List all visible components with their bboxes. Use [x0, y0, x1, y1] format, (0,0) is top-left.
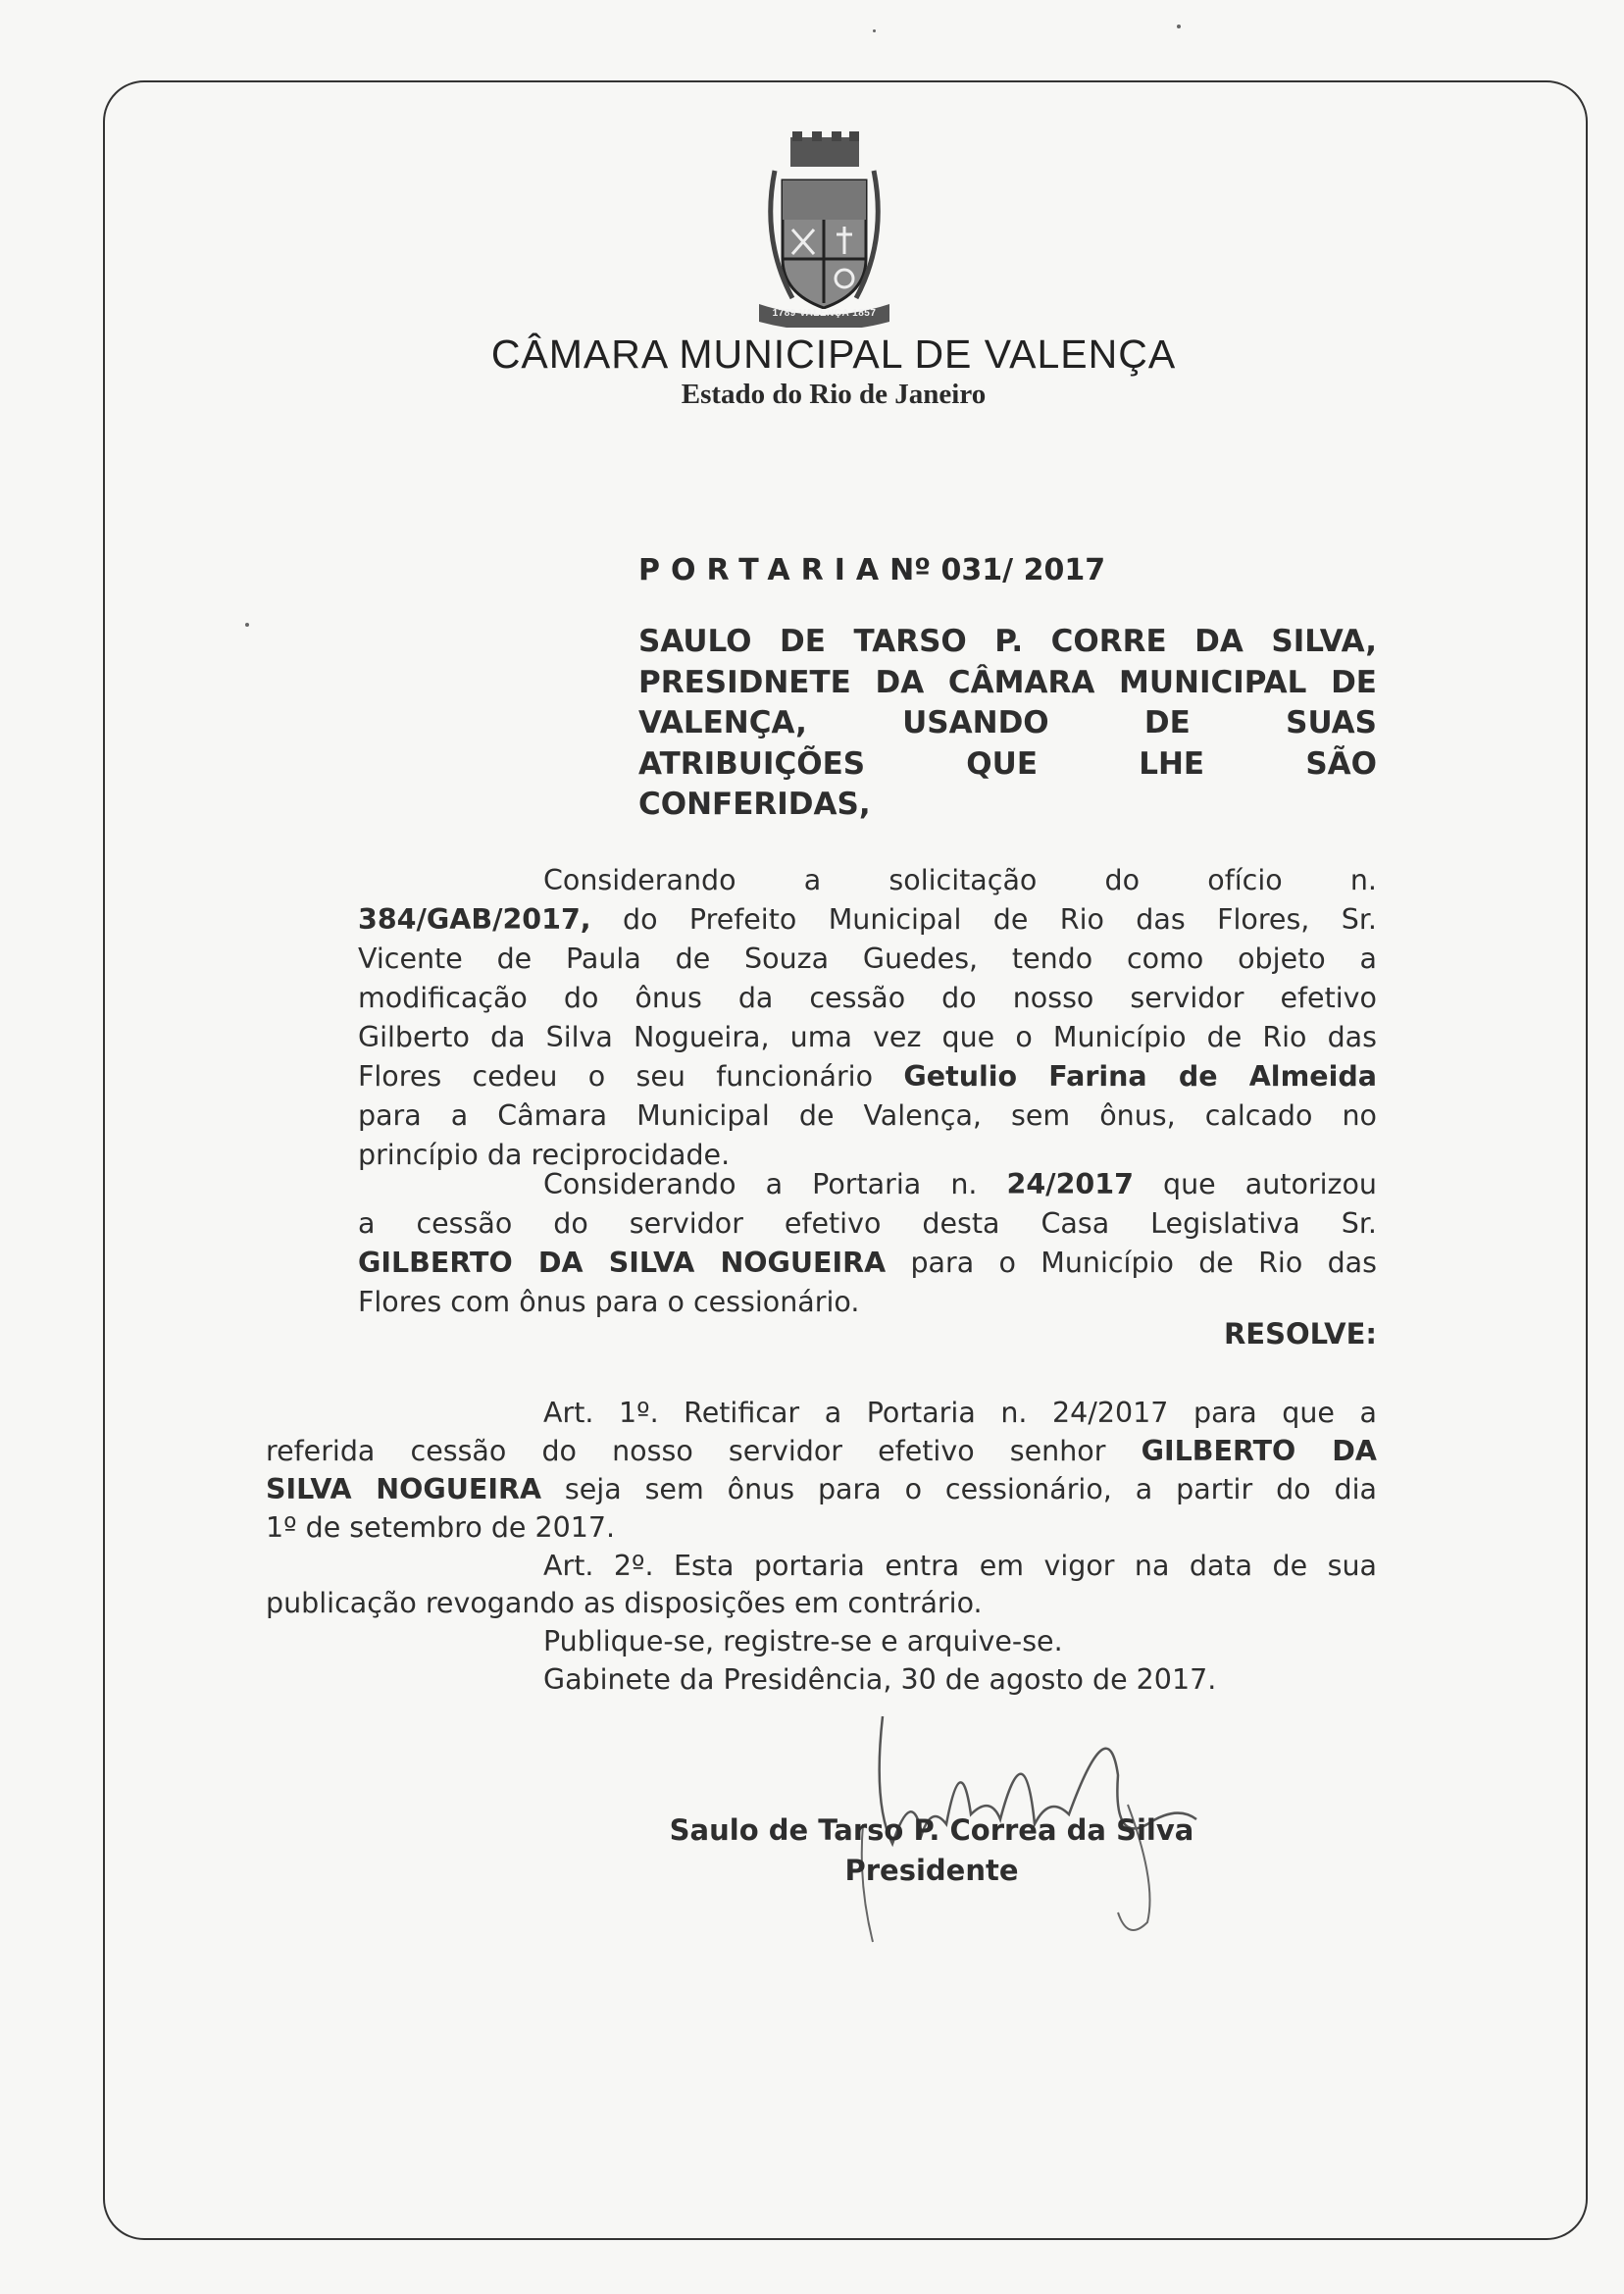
portaria-ref: 24/2017	[1006, 1168, 1134, 1200]
preamble-line: CONFERIDAS,	[638, 787, 871, 822]
date-line: Gabinete da Presidência, 30 de agosto de 2017.	[543, 1663, 1217, 1697]
text-span: Considerando a Portaria n.	[543, 1168, 1007, 1200]
signatory	[608, 1810, 1255, 1891]
text-line: para a Câmara Municipal de Valença, sem ônus, calcado no	[358, 1099, 1377, 1132]
text-line	[358, 1165, 1377, 1204]
institution-title: CÂMARA MUNICIPAL DE VALENÇA	[490, 331, 1177, 377]
considerando-paragraph-1	[358, 861, 1377, 1175]
text-line: Gilberto da Silva Nogueira, uma vez que o Município de Rio das	[358, 1021, 1377, 1053]
text-span: para o Município de Rio das	[886, 1247, 1377, 1279]
employee-name: GILBERTO DA	[1141, 1434, 1377, 1467]
text-line	[358, 900, 1377, 940]
preamble-line: PRESIDNETE DA CÂMARA MUNICIPAL DE	[638, 664, 1377, 700]
municipal-coat-of-arms-logo	[753, 131, 895, 328]
resolve-heading: RESOLVE:	[1223, 1317, 1377, 1351]
portaria-heading	[638, 553, 1105, 587]
scan-speck	[1177, 25, 1181, 28]
text-span: referida cessão do nosso servidor efetivo senhor	[266, 1434, 1142, 1467]
institution-subtitle: Estado do Rio de Janeiro	[681, 379, 987, 410]
text-line: a cessão do servidor efetivo desta Casa Legislativa Sr.	[358, 1207, 1377, 1240]
text-line	[266, 1433, 1377, 1471]
text-line	[358, 1244, 1377, 1283]
text-span: seja sem ônus para o cessionário, a partir do dia	[541, 1472, 1377, 1505]
text-line: princípio da reciprocidade.	[358, 1139, 731, 1171]
employee-name: Getulio Farina de Almeida	[903, 1060, 1378, 1093]
oficio-number: 384/GAB/2017,	[358, 903, 591, 936]
portaria-word: PORTARIA	[638, 553, 890, 587]
text-line: modificação do ônus da cessão do nosso servidor efetivo	[358, 982, 1377, 1014]
text-span: do Prefeito Municipal de Rio das Flores, Sr.	[590, 903, 1377, 936]
signatory-name: Saulo de Tarso P. Correa da Silva	[669, 1813, 1194, 1847]
text-line: 1º de setembro de 2017.	[266, 1510, 616, 1544]
text-line	[358, 1057, 1377, 1096]
portaria-number: Nº 031/ 2017	[889, 553, 1106, 587]
text-line: Considerando a solicitação do ofício n.	[543, 864, 1377, 896]
text-span: Flores cedeu o seu funcionário	[358, 1060, 904, 1093]
text-line: Art. 1º. Retificar a Portaria n. 24/2017 para que a	[543, 1397, 1377, 1429]
scan-speck	[245, 623, 249, 627]
text-line: Flores com ônus para o cessionário.	[358, 1286, 860, 1318]
text-span: que autorizou	[1133, 1168, 1377, 1200]
articles	[266, 1395, 1377, 1700]
text-line: publicação revogando as disposições em contrário.	[266, 1587, 983, 1620]
preamble-line: VALENÇA, USANDO DE SUAS	[638, 705, 1377, 740]
considerando-paragraph-2	[358, 1165, 1377, 1322]
employee-name: GILBERTO DA SILVA NOGUEIRA	[358, 1247, 887, 1279]
signatory-role: Presidente	[844, 1854, 1019, 1887]
crest-ribbon-text: 1789 VALENÇA 1857	[772, 308, 877, 319]
publique-line: Publique-se, registre-se e arquive-se.	[543, 1625, 1063, 1658]
scan-speck	[873, 29, 876, 32]
text-line: Art. 2º. Esta portaria entra em vigor na data de sua	[543, 1549, 1377, 1582]
text-line	[266, 1471, 1377, 1509]
employee-name: SILVA NOGUEIRA	[266, 1472, 542, 1505]
preamble	[638, 622, 1377, 826]
preamble-line: SAULO DE TARSO P. CORRE DA SILVA,	[638, 624, 1377, 659]
preamble-line: ATRIBUIÇÕES QUE LHE SÃO	[638, 745, 1377, 782]
text-line: Vicente de Paula de Souza Guedes, tendo como objeto a	[358, 943, 1377, 975]
